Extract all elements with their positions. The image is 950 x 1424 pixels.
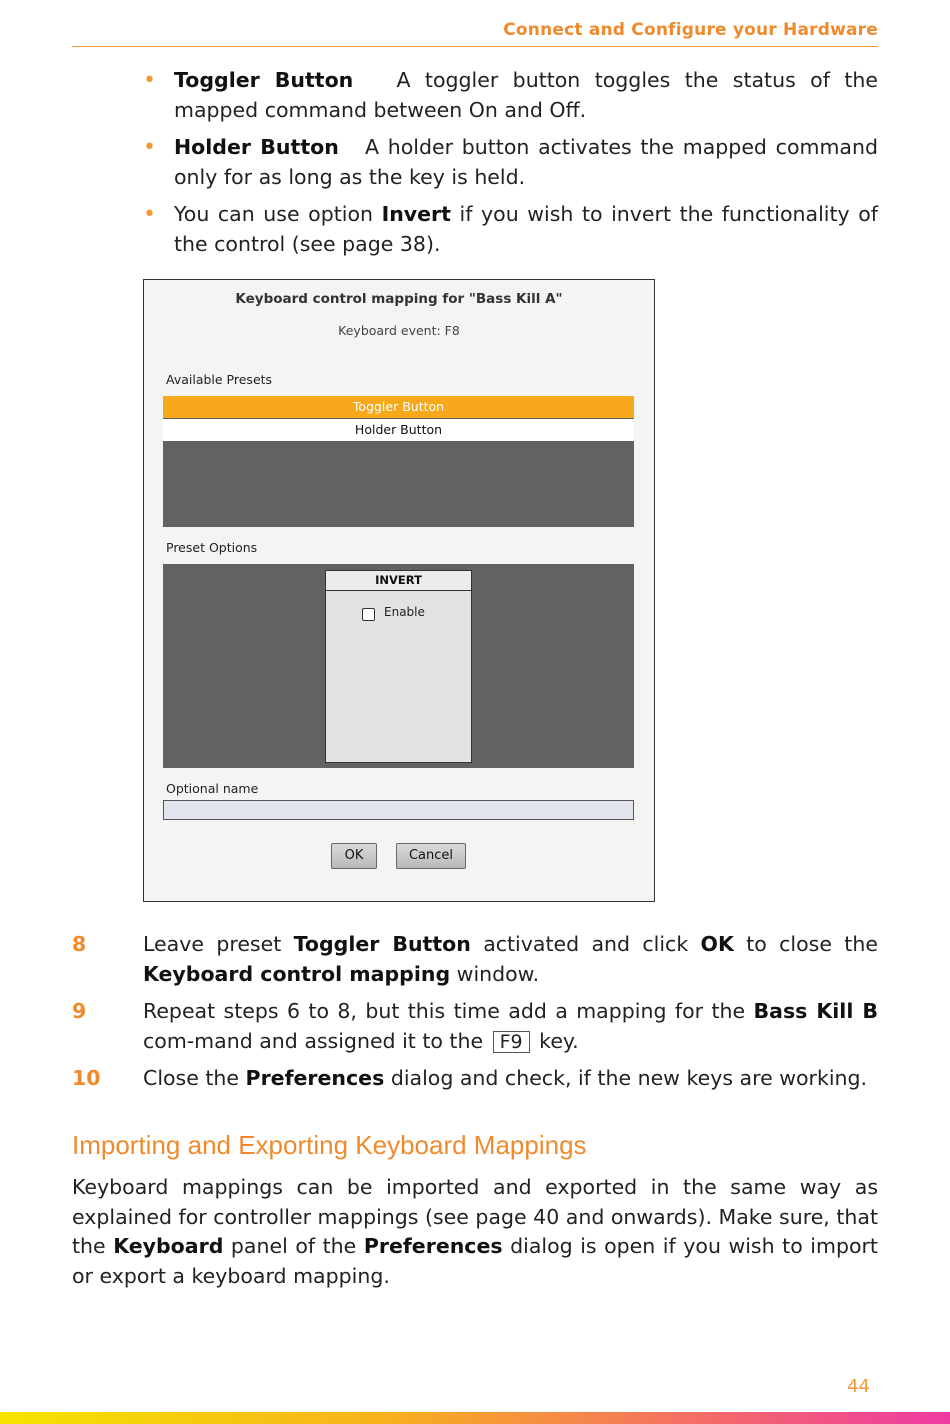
footer-gradient-bar bbox=[0, 1412, 950, 1424]
page-number: 44 bbox=[847, 1376, 870, 1397]
bullet-holder bbox=[174, 133, 878, 192]
bullet-text: A holder button activates the mapped command only for as long as the key is held. bbox=[174, 135, 878, 189]
step-8 bbox=[143, 930, 878, 989]
preset-toggler-button[interactable]: Toggler Button bbox=[163, 396, 634, 418]
step-number: 8 bbox=[72, 932, 87, 956]
step-10 bbox=[143, 1064, 878, 1094]
preset-holder-button[interactable]: Holder Button bbox=[163, 419, 634, 441]
step-9 bbox=[143, 997, 878, 1056]
bullet-invert bbox=[174, 200, 878, 259]
bullet-toggler bbox=[174, 66, 878, 125]
enable-checkbox[interactable] bbox=[362, 608, 375, 621]
step-bold: Bass Kill B bbox=[753, 999, 878, 1023]
step-bold: Preferences bbox=[245, 1066, 385, 1090]
step-bold: Toggler Button bbox=[293, 932, 471, 956]
step-number: 10 bbox=[72, 1066, 101, 1090]
bullet-text: if you wish to invert the functionality of the control (see page 38). bbox=[174, 202, 878, 256]
section-text: Keyboard mappings can be imported and exported in the same way as explained for controller mappings (see page 40 and onwards). Make sure, that the bbox=[72, 1175, 878, 1258]
step-text: Leave preset bbox=[143, 932, 282, 956]
section-paragraph bbox=[72, 1173, 878, 1291]
step-text: to close the bbox=[746, 932, 878, 956]
step-bold: Keyboard control mapping bbox=[143, 961, 451, 986]
keyboard-event-label: Keyboard event: F8 bbox=[338, 323, 460, 338]
page-header bbox=[72, 18, 878, 47]
bullet-term: Invert bbox=[381, 202, 451, 226]
preset-options-panel bbox=[163, 564, 634, 768]
available-presets-label: Available Presets bbox=[166, 372, 273, 387]
bullet-dot: • bbox=[143, 68, 156, 93]
bullet-pre: You can use option bbox=[174, 202, 373, 226]
preset-options-label: Preset Options bbox=[166, 540, 258, 555]
section-title: Importing and Exporting Keyboard Mappings bbox=[72, 1130, 587, 1160]
step-text: window. bbox=[456, 961, 540, 986]
section-bold: Preferences bbox=[363, 1234, 503, 1258]
step-text: key. bbox=[539, 1028, 579, 1053]
section-text: panel of the bbox=[230, 1234, 357, 1258]
bullet-text: A toggler button toggles the status of the mapped command between On and Off. bbox=[174, 68, 878, 122]
step-number: 9 bbox=[72, 999, 87, 1023]
dialog-title: Keyboard control mapping for "Bass Kill A" bbox=[235, 291, 563, 307]
cancel-button[interactable]: Cancel bbox=[396, 843, 466, 869]
step-text: activated and click bbox=[483, 932, 689, 956]
section-bold: Keyboard bbox=[113, 1234, 224, 1258]
optional-name-label: Optional name bbox=[166, 781, 259, 796]
step-text: dialog and check, if the new keys are working. bbox=[390, 1066, 868, 1090]
step-text: Close the bbox=[143, 1066, 240, 1090]
bullet-term: Holder Button bbox=[174, 135, 339, 159]
invert-option-box bbox=[325, 570, 472, 763]
step-text: com-mand and assigned it to the bbox=[143, 1028, 484, 1053]
bullet-term: Toggler Button bbox=[174, 68, 354, 92]
header-title: Connect and Configure your Hardware bbox=[503, 20, 878, 40]
enable-label: Enable bbox=[384, 605, 425, 619]
bullet-dot: • bbox=[143, 135, 156, 160]
invert-header: INVERT bbox=[326, 571, 471, 591]
step-bold: OK bbox=[700, 932, 734, 956]
key-cap: F9 bbox=[493, 1031, 530, 1053]
ok-button[interactable]: OK bbox=[331, 843, 377, 869]
bullet-dot: • bbox=[143, 202, 156, 227]
keyboard-mapping-dialog bbox=[143, 279, 655, 902]
section-text: dialog is open if you wish to import or export a keyboard mapping. bbox=[72, 1234, 878, 1288]
preset-list[interactable] bbox=[163, 396, 634, 527]
step-text: Repeat steps 6 to 8, but this time add a mapping for the bbox=[143, 999, 746, 1023]
optional-name-input[interactable] bbox=[163, 800, 634, 820]
